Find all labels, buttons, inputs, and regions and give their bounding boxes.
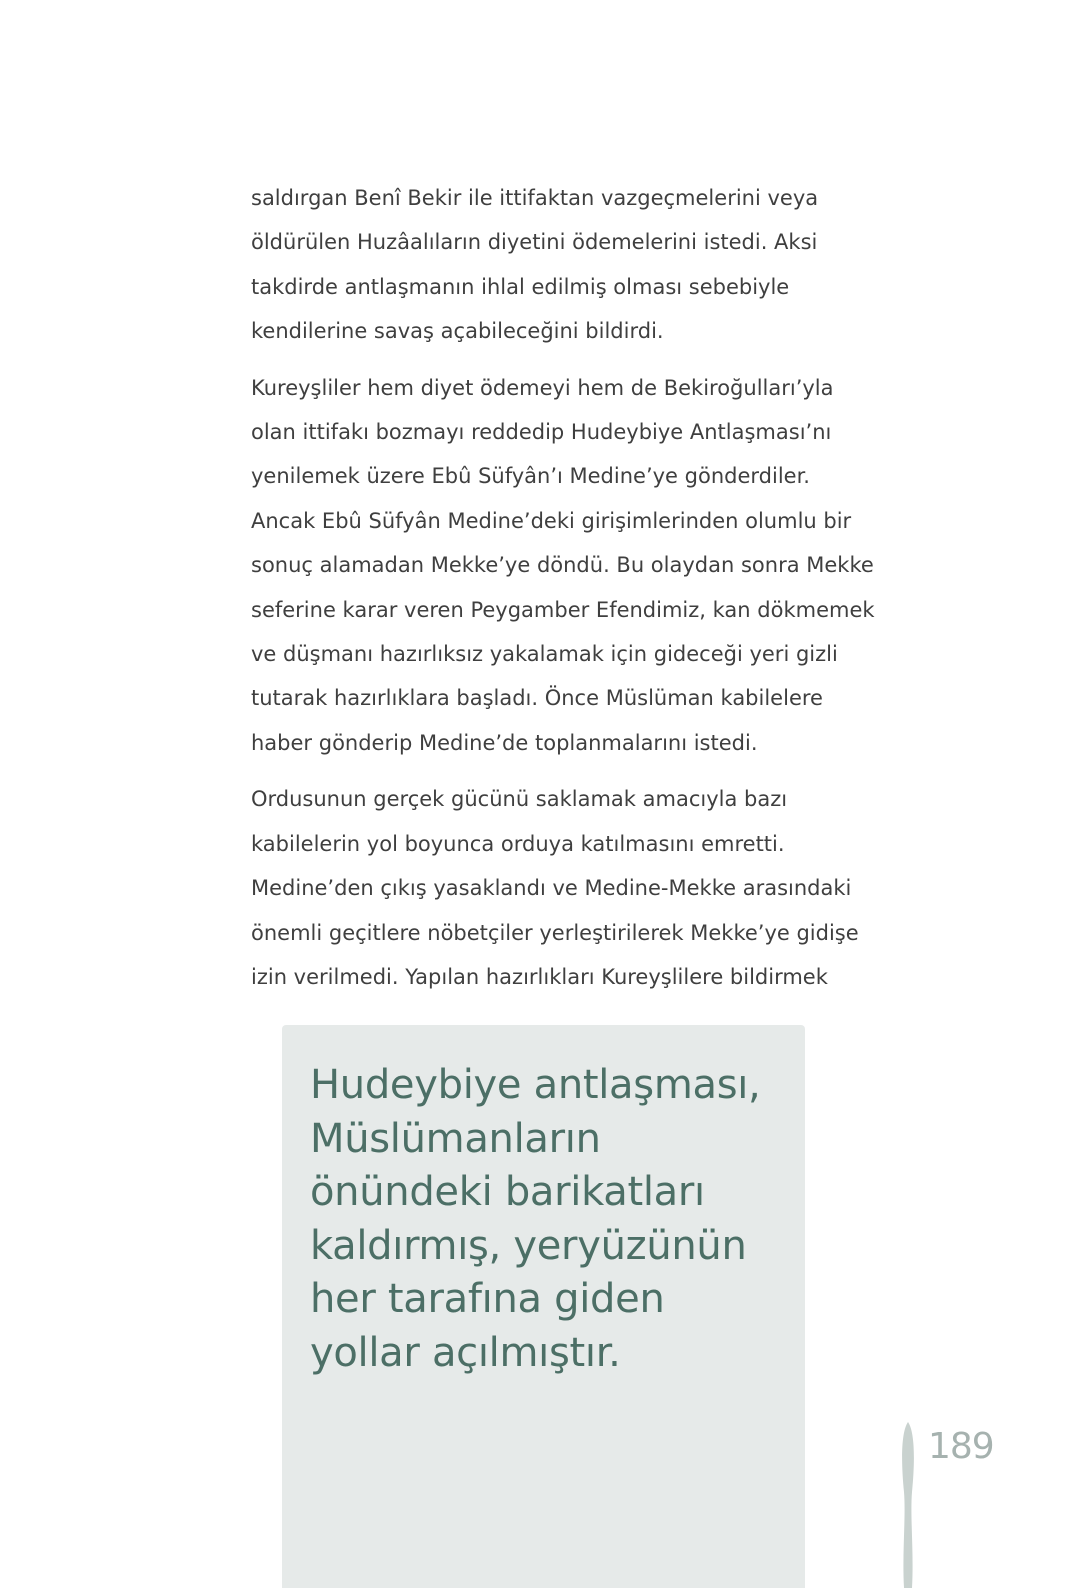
text-line: takdirde antlaşmanın ihlal edilmiş olması sebebiyle (251, 274, 790, 299)
text-line: olan ittifakı bozmayı reddedip Hudeybiye Antlaşması’nı (251, 420, 832, 445)
text-line: Ancak Ebû Süfyân Medine’deki girişimlerinden olumlu bir (251, 508, 852, 533)
paragraph-2 (251, 366, 891, 766)
text-line: Medine’den çıkış yasaklandı ve Medine-Mekke arasındaki (251, 876, 852, 901)
text-line: kendilerine savaş açabileceğini bildirdi. (251, 319, 664, 344)
text-line: tutarak hazırlıklara başladı. Önce Müslüman kabilelere (251, 686, 823, 711)
text-line: haber gönderip Medine’de toplanmalarını istedi. (251, 730, 758, 755)
text-line: seferine karar veren Peygamber Efendimiz, kan dökmemek (251, 597, 875, 622)
text-line: izin verilmedi. Yapılan hazırlıkları Kureyşlilere bildirmek (251, 964, 828, 989)
text-line: öldürülen Huzâalıların diyetini ödemelerini istedi. Aksi (251, 230, 818, 255)
text-line: ve düşmanı hazırlıksız yakalamak için gideceği yeri gizli (251, 642, 838, 667)
pull-quote-line: yollar açılmıştır. (310, 1329, 621, 1376)
paragraph-1 (251, 176, 891, 354)
text-line: kabilelerin yol boyunca orduya katılmasını emretti. (251, 831, 785, 856)
pull-quote-line: Müslümanların (310, 1115, 601, 1162)
page-marker-ornament (900, 1422, 916, 1588)
paragraph-3 (251, 777, 891, 999)
pull-quote-box (282, 1025, 805, 1588)
pull-quote-line: Hudeybiye antlaşması, (310, 1062, 761, 1108)
pull-quote-line: önündeki barikatları (310, 1169, 705, 1215)
body-text (251, 176, 891, 1011)
page-number: 189 (928, 1426, 994, 1467)
text-line: önemli geçitlere nöbetçiler yerleştirilerek Mekke’ye gidişe (251, 920, 859, 945)
pull-quote-line: kaldırmış, yeryüzünün (310, 1222, 747, 1269)
text-line: Ordusunun gerçek gücünü saklamak amacıyla bazı (251, 787, 788, 812)
text-line: Kureyşliler hem diyet ödemeyi hem de Bekiroğulları’yla (251, 375, 834, 400)
text-line: yenilemek üzere Ebû Süfyân’ı Medine’ye gönderdiler. (251, 464, 810, 489)
pull-quote-line: her tarafına giden (310, 1276, 665, 1322)
text-line: sonuç alamadan Mekke’ye döndü. Bu olaydan sonra Mekke (251, 553, 874, 578)
text-line: saldırgan Benî Bekir ile ittifaktan vazgeçmelerini veya (251, 186, 819, 210)
pull-quote-text (310, 1059, 760, 1380)
